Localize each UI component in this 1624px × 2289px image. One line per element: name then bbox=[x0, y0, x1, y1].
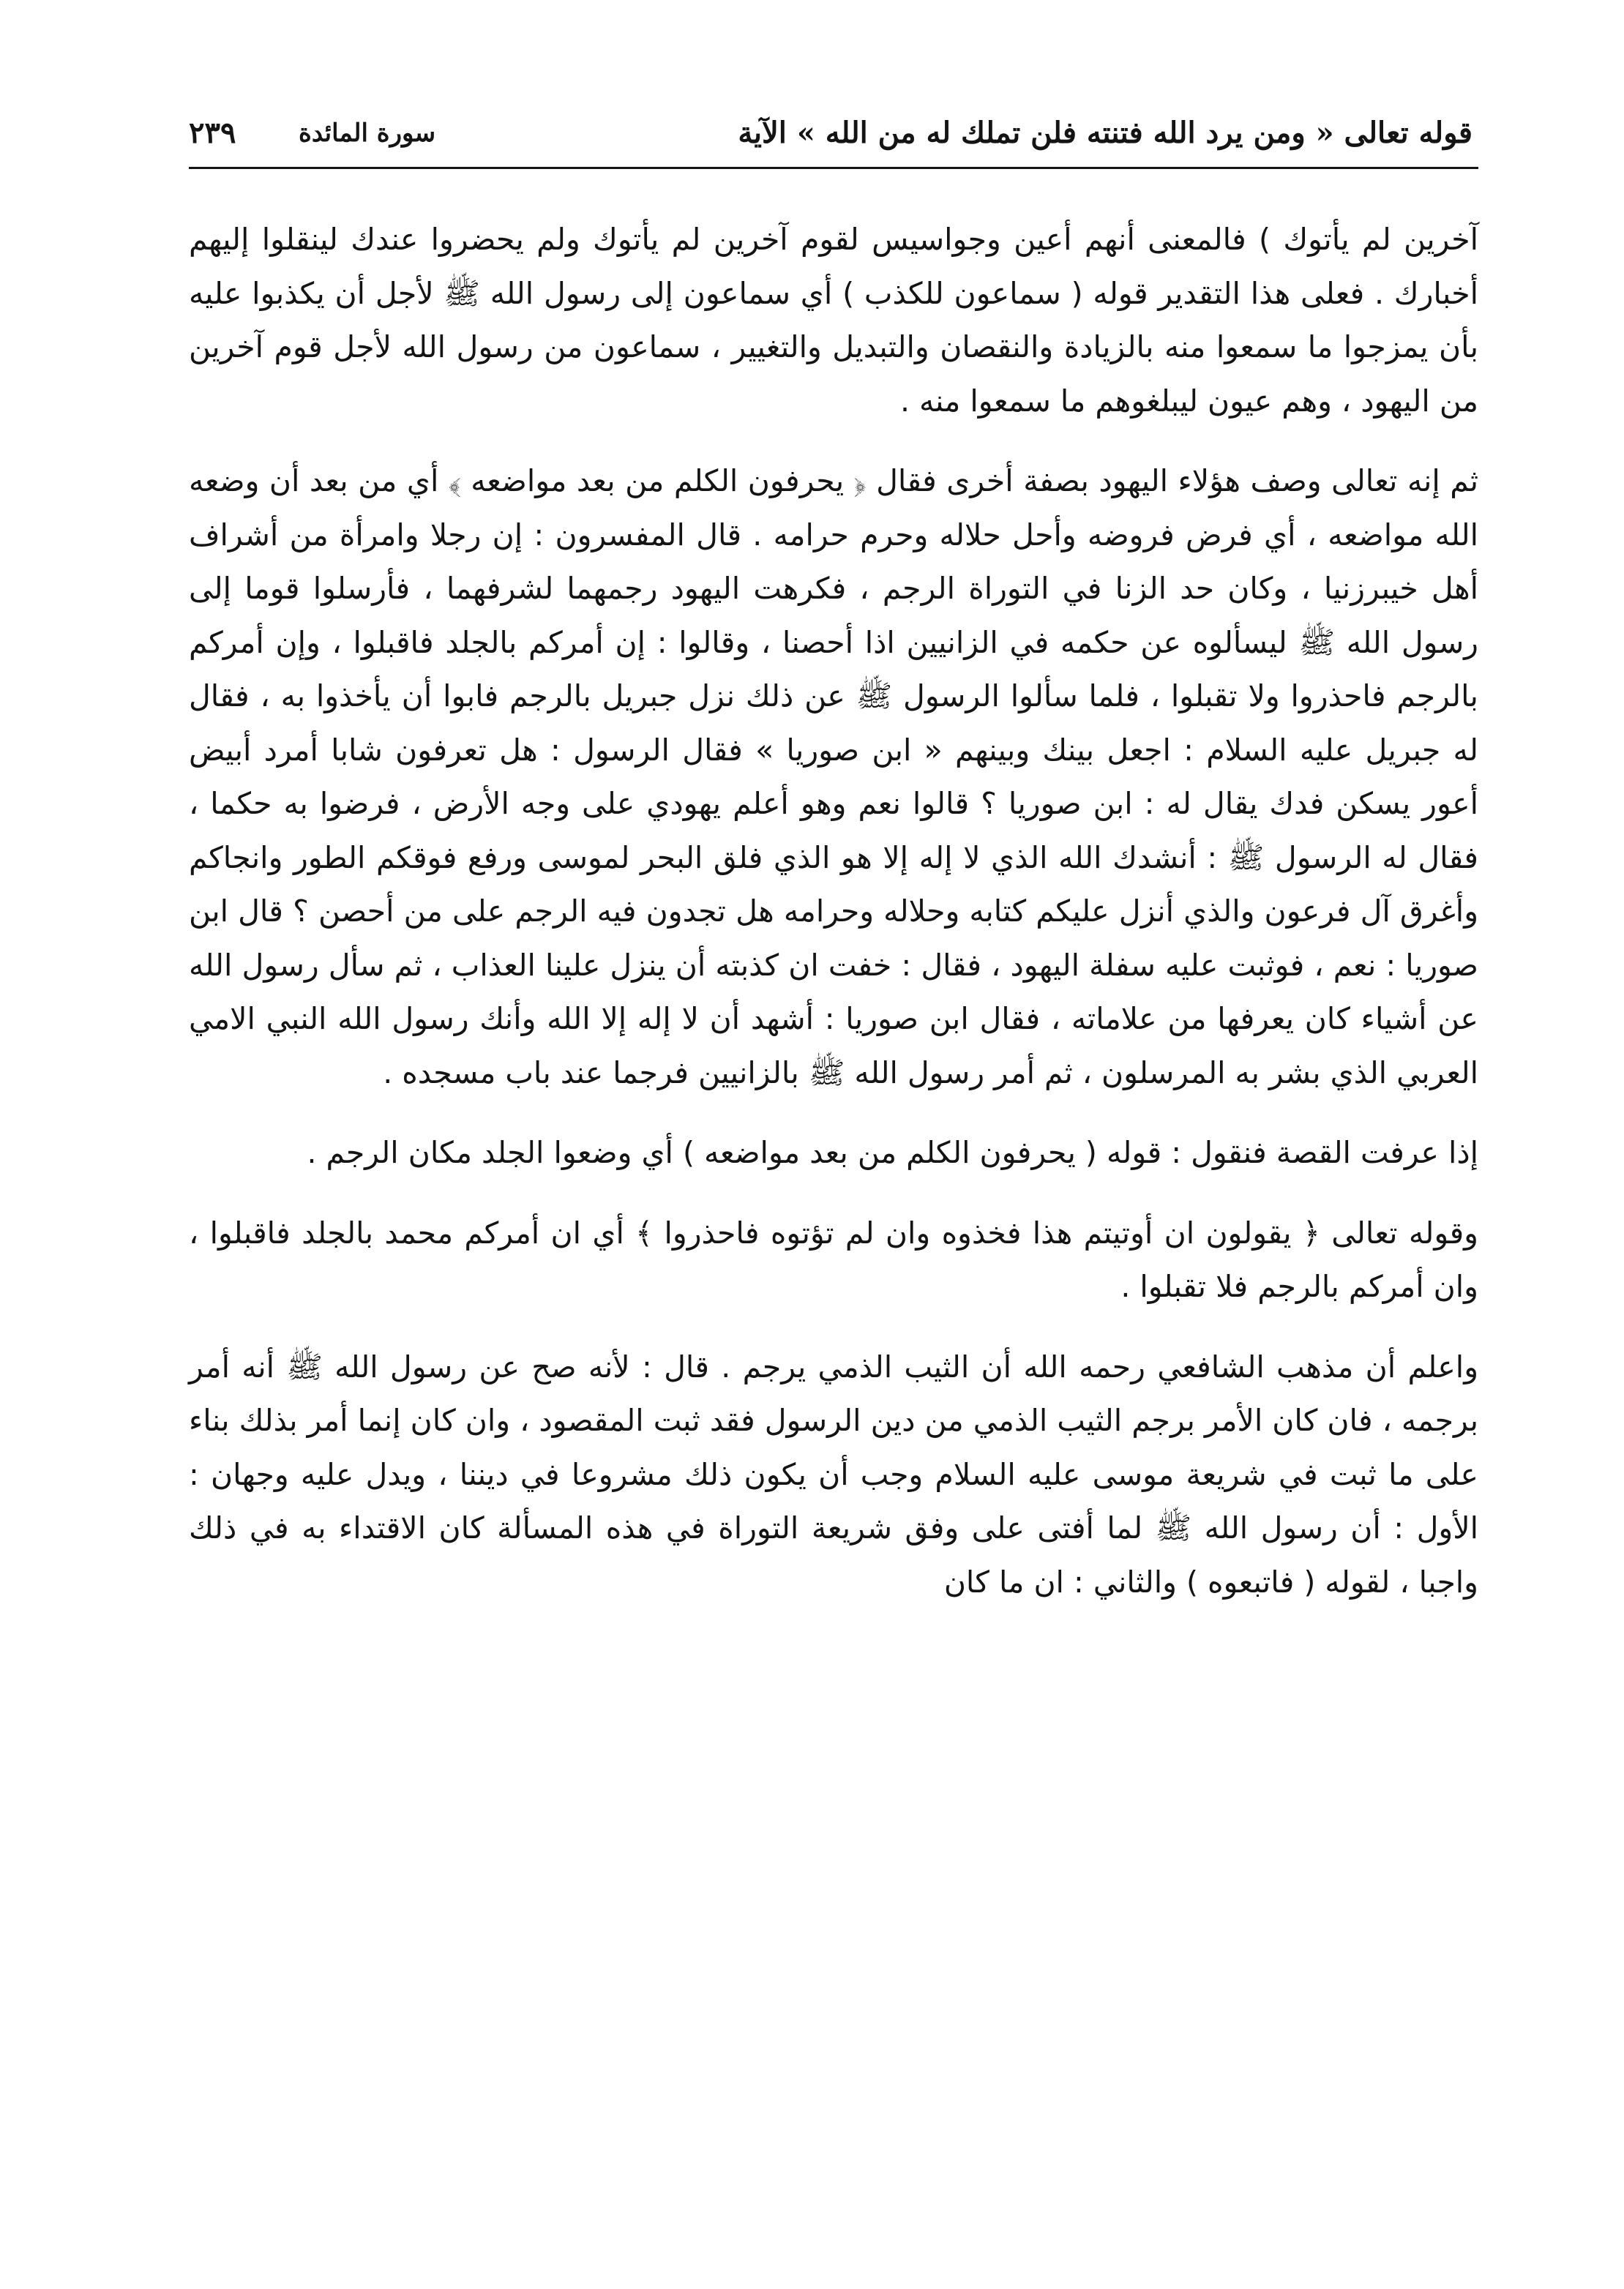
paragraph bbox=[189, 1207, 1478, 1314]
text-line: ﷺ لأجل أن يكذبوا عليه بأن يمزجوا ما سمعوا منه بالزيادة والنقصان والتبديل والتغيير ، bbox=[189, 275, 1478, 364]
text-line: ذلك مشروعا في ديننا ، ويدل عليه وجهان : الأول : أن رسول الله ﷺ لما أفتى على وفق شريعة bbox=[189, 1456, 1479, 1546]
text-line: تجدون فيه الرجم على من أحصن ؟ قال ابن صوريا : نعم ، فوثبت عليه سفلة اليهود ، bbox=[189, 894, 1478, 983]
running-header bbox=[189, 102, 1478, 169]
paragraph bbox=[189, 1126, 1478, 1180]
text-line: رسول الله ﷺ أنه أمر برجمه ، فان كان الأمر برجم الثيب الذمي من دين الرسول فقد ثبت bbox=[189, 1349, 1478, 1438]
text-line: ورفع فوقكم الطور وانجاكم وأغرق آل فرعون والذي أنزل عليكم كتابه وحلاله وحرامه هل bbox=[189, 839, 1478, 929]
text-line: فكرهت اليهود رجمهما لشرفهما ، فأرسلوا قوما إلى رسول الله ﷺ ليسألوه عن حكمه في الزانيين bbox=[189, 571, 1478, 660]
text-line: محمد بالجلد فاقبلوا ، وان أمركم بالرجم فلا تقبلوا . bbox=[189, 1215, 1478, 1304]
text-line: علاماته ، فقال ابن صوريا : أشهد أن لا إله إلا الله وأنك رسول الله النبي الامي العربي bbox=[189, 1001, 1478, 1090]
book-page bbox=[189, 102, 1478, 2225]
text-line: ثم إنه تعالى وصف هؤلاء اليهود بصفة أخرى فقال ﴿ يحرفون الكلم من بعد مواضعه ﴾ bbox=[448, 463, 1478, 498]
text-line: المقصود ، وان كان إنما أمر بذلك بناء على ما ثبت في شريعة موسى عليه السلام وجب أن يكون bbox=[188, 1403, 1478, 1492]
text-line: آخرين لم يأتوك ) فالمعنى أنهم أعين وجواسيس لقوم آخرين لم يأتوك ولم يحضروا عندك bbox=[351, 222, 1478, 257]
text-line: التوراة في هذه المسألة كان الاقتداء به في ذلك واجبا ، لقوله ( فاتبعوه ) والثاني : ان ما كان bbox=[189, 1510, 1478, 1600]
text-line: سماعون من رسول الله لأجل قوم آخرين من اليهود ، وهم عيون ليبلغوهم ما سمعوا منه . bbox=[189, 329, 1478, 419]
text-line: فرضوا به حكما ، فقال له الرسول ﷺ : أنشدك الله الذي لا إله إلا هو الذي فلق البحر لموسى bbox=[189, 786, 1478, 875]
text-line: أي من بعد أن وضعه الله مواضعه ، أي فرض فروضه وأحل حلاله وحرم حرامه . قال bbox=[189, 463, 1478, 552]
paragraph bbox=[189, 454, 1478, 1100]
text-line: مكان الرجم . bbox=[307, 1135, 472, 1170]
text-line: لينقلوا إليهم أخبارك . فعلى هذا التقدير قوله ( سماعون للكذب ) أي سماعون إلى رسول الله bbox=[189, 222, 1478, 311]
text-line: المفسرون : إن رجلا وامرأة من أشراف أهل خيبرزنيا ، وكان حد الزنا في التوراة الرجم ، bbox=[189, 517, 1478, 606]
text-line: أعور يسكن فدك يقال له : ابن صوريا ؟ قالوا نعم وهو أعلم يهودي على وجه الأرض ، bbox=[411, 786, 1478, 821]
page-number: ٢٣٩ bbox=[189, 116, 236, 150]
text-line: إذا عرفت القصة فنقول : قوله ( يحرفون الكلم من بعد مواضعه ) أي وضعوا الجلد bbox=[481, 1135, 1478, 1170]
text-line: وقوله تعالى ﴿ يقولون ان أوتيتم هذا فخذوه وان لم تؤتوه فاحذروا ﴾ أي ان أمركم bbox=[464, 1215, 1478, 1251]
text-line: السلام : اجعل بينك وبينهم « ابن صوريا » فقال الرسول : هل تعرفون شابا أمرد أبيض bbox=[189, 732, 1287, 768]
text-line: اذا أحصنا ، وقالوا : إن أمركم بالجلد فاقبلوا ، وإن أمركم بالرجم فاحذروا ولا تقبلوا ، فلما bbox=[189, 624, 1478, 713]
paragraph bbox=[189, 1341, 1478, 1610]
text-line: واعلم أن مذهب الشافعي رحمه الله أن الثيب الذمي يرجم . قال : لأنه صح عن bbox=[479, 1349, 1478, 1385]
text-line: سألوا الرسول ﷺ عن ذلك نزل جبريل بالرجم فابوا أن يأخذوا به ، فقال له جبريل عليه bbox=[189, 678, 1478, 768]
text-line: الذي بشر به المرسلون ، ثم أمر رسول الله ﷺ بالزانيين فرجما عند باب مسجده . bbox=[383, 1054, 1388, 1090]
header-surah-name: سورة المائدة bbox=[299, 119, 436, 148]
page-body bbox=[189, 213, 1478, 1609]
paragraph bbox=[189, 213, 1478, 428]
text-line: فقال : خفت ان كذبته أن ينزل علينا العذاب ، ثم سأل رسول الله عن أشياء كان يعرفها من bbox=[189, 947, 1478, 1036]
header-title: قوله تعالى « ومن يرد الله فتنته فلن تملك له من الله » الآية bbox=[738, 116, 1473, 150]
